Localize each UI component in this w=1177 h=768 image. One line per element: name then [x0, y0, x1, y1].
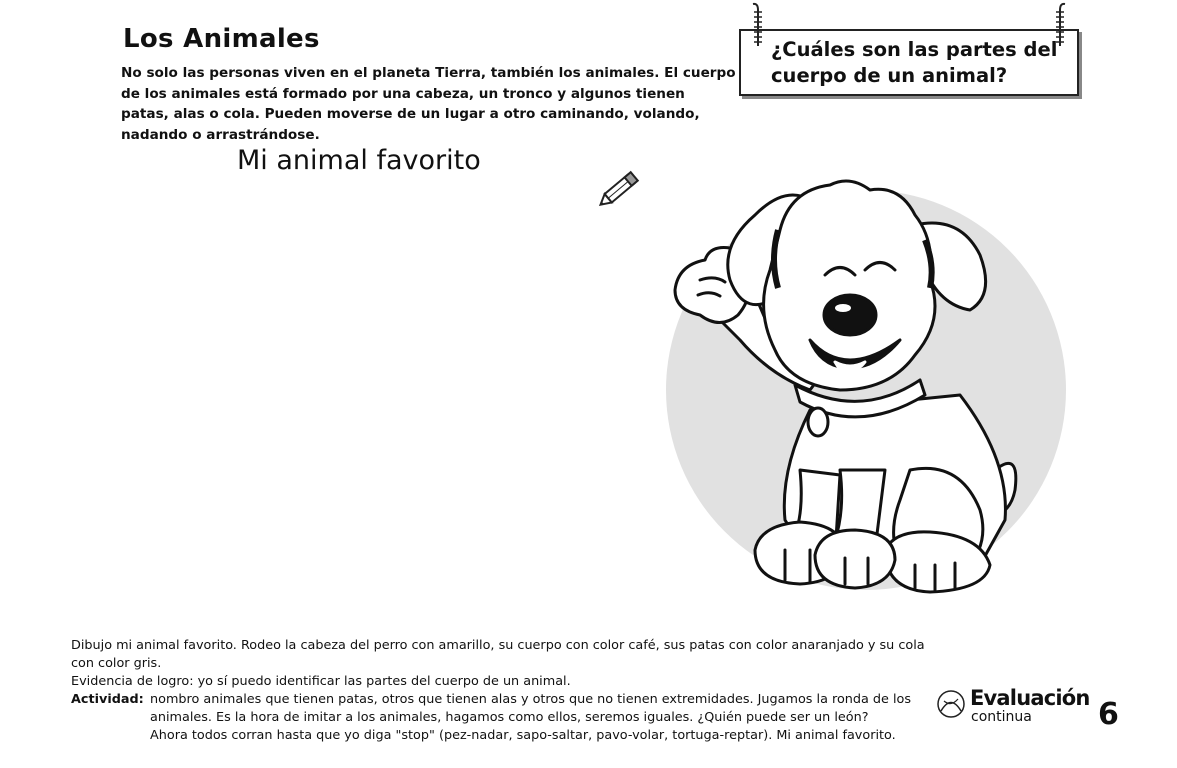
question-sign: [739, 29, 1079, 96]
activity-line: nombro animales que tienen patas, otros que tienen alas y otros que no tienen extremidades. Jugamos la ronda de los: [150, 692, 912, 707]
logo-word-2: continua: [971, 709, 1032, 725]
pencil-icon: [595, 166, 645, 212]
intro-paragraph: No solo las personas viven en el planeta Tierra, también los animales. El cuerpo de los animales está formado por una cabeza, un tronco y algunos tienen patas, alas o cola. Pueden moverse de un lugar a otro caminando, volando, nadando o arrastrándose.: [121, 65, 736, 143]
footer-text: [71, 637, 931, 745]
activity-line: Ahora todos corran hasta que yo diga "stop" (pez-nadar, sapo-saltar, pavo-volar, tortuga-reptar). Mi animal favorito.: [150, 728, 896, 743]
sign-spring-left-icon: [751, 2, 765, 46]
worksheet-subtitle: Mi animal favorito: [237, 145, 481, 176]
dog-illustration: [660, 170, 1080, 600]
page-title: Los Animales: [123, 24, 320, 54]
evidence-text: Evidencia de logro: yo sí puedo identificar las partes del cuerpo de un animal.: [71, 674, 571, 689]
activity-block: [71, 691, 931, 745]
evaluacion-logo: [936, 686, 1090, 730]
instructions-text: Dibujo mi animal favorito. Rodeo la cabeza del perro con amarillo, su cuerpo con color café, sus patas con color anaranjado y su cola con color gris.: [71, 638, 925, 671]
activity-label: Actividad:: [71, 692, 144, 707]
activity-line: animales. Es la hora de imitar a los animales, hagamos como ellos, seremos iguales. ¿Quién puede ser un león?: [150, 710, 869, 725]
logo-word-1: Evaluación: [970, 686, 1090, 710]
sign-question: ¿Cuáles son las partes del cuerpo de un animal?: [771, 38, 1058, 87]
logo-circle-icon: [936, 689, 966, 719]
page-number: 6: [1098, 697, 1119, 732]
